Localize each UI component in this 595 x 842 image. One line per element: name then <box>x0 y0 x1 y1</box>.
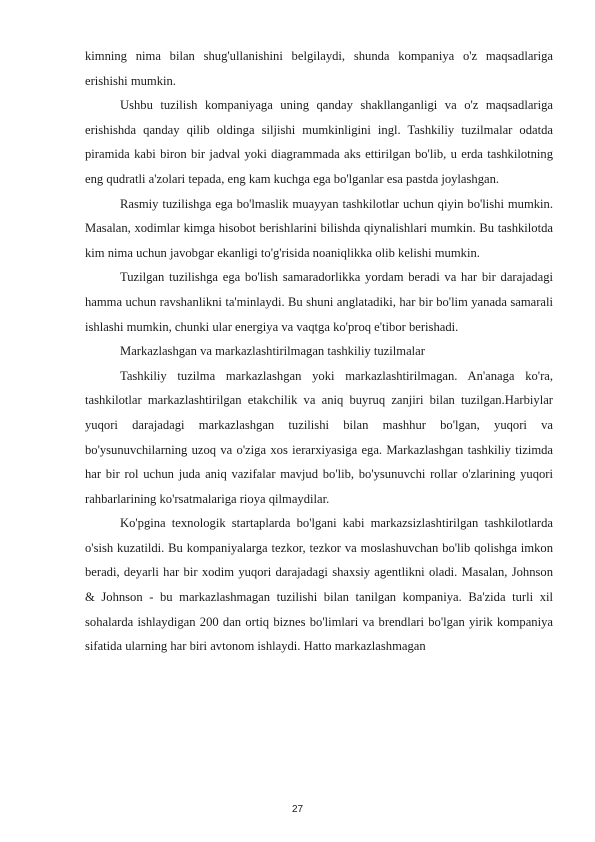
body-text <box>85 44 553 659</box>
paragraph-structure-overview: Ushbu tuzilish kompaniyaga uning qanday shakllanganligi va o'z maqsadlariga erishishda qanday qilib oldinga siljishi mumkinligini ingl. Tashkiliy tuzilmalar odatda piramida kabi biron bir jadval yoki diagrammada aks ettirilgan bo'lib, u erda tashkilotning eng qudratli a'zolari tepada, eng kam kuchga ega bo'lganlar esa pastda joylashgan. <box>85 98 553 186</box>
section-heading: Markazlashgan va markazlashtirilmagan tashkiliy tuzilmalar <box>120 344 425 359</box>
page-number: 27 <box>291 804 304 815</box>
paragraph-efficiency: Tuzilgan tuzilishga ega bo'lish samaradorlikka yordam beradi va har bir darajadagi hamma uchun ravshanlikni ta'minlaydi. Bu shuni anglatadiki, har bir bo'lim yanada samarali ishlashi mumkin, chunki ular energiya va vaqtga ko'proq e'tibor berishadi. <box>85 270 553 334</box>
paragraph-continuation: kimning nima bilan shug'ullanishini belgilaydi, shunda kompaniya o'z maqsadlariga erishishi mumkin. <box>85 49 553 88</box>
paragraph-centralized: Tashkiliy tuzilma markazlashgan yoki markazlashtirilmagan. An'anaga ko'ra, tashkilotlar markazlashtirilgan etakchilik va aniq buyruq zanjiri bilan tuzilgan.Harbiylar yuqori darajadagi markazlashgan tuzilishi bilan mashhur bo'lgan, yuqori va bo'ysunuvchilarning uzoq va o'ziga xos ierarxiyasiga ega. Markazlashgan tashkiliy tizimda har bir rol uchun juda aniq vazifalar mavjud bo'lib, bo'ysunuvchi rollar o'zlarining yuqori rahbarlarining ko'rsatmalariga rioya qilmaydilar. <box>85 368 553 506</box>
paragraph-formal-structure: Rasmiy tuzilishga ega bo'lmaslik muayyan tashkilotlar uchun qiyin bo'lishi mumkin. Masalan, xodimlar kimga hisobot berishlarini bilishda qiynalishlari mumkin. Bu tashkilotda kim nima uchun javobgar ekanligi to'g'risida noaniqlikka olib kelishi mumkin. <box>85 196 553 260</box>
paragraph-decentralized: Ko'pgina texnologik startaplarda bo'lgani kabi markazsizlashtirilgan tashkilotlarda o'sish kuzatildi. Bu kompaniyalarga tezkor, tezkor va moslashuvchan bo'lib qolishga imkon beradi, deyarli har bir xodim yuqori darajadagi shaxsiy agentlikni oladi. Masalan, Johnson & Johnson - bu markazlashmagan tuzilishi bilan tanilgan kompaniya. Ba'zida turli xil sohalarda ishlaydigan 200 dan ortiq biznes bo'limlari va brendlari bo'lgan yirik kompaniya sifatida ularning har biri avtonom ishlaydi. Hatto markazlashmagan <box>85 516 553 654</box>
